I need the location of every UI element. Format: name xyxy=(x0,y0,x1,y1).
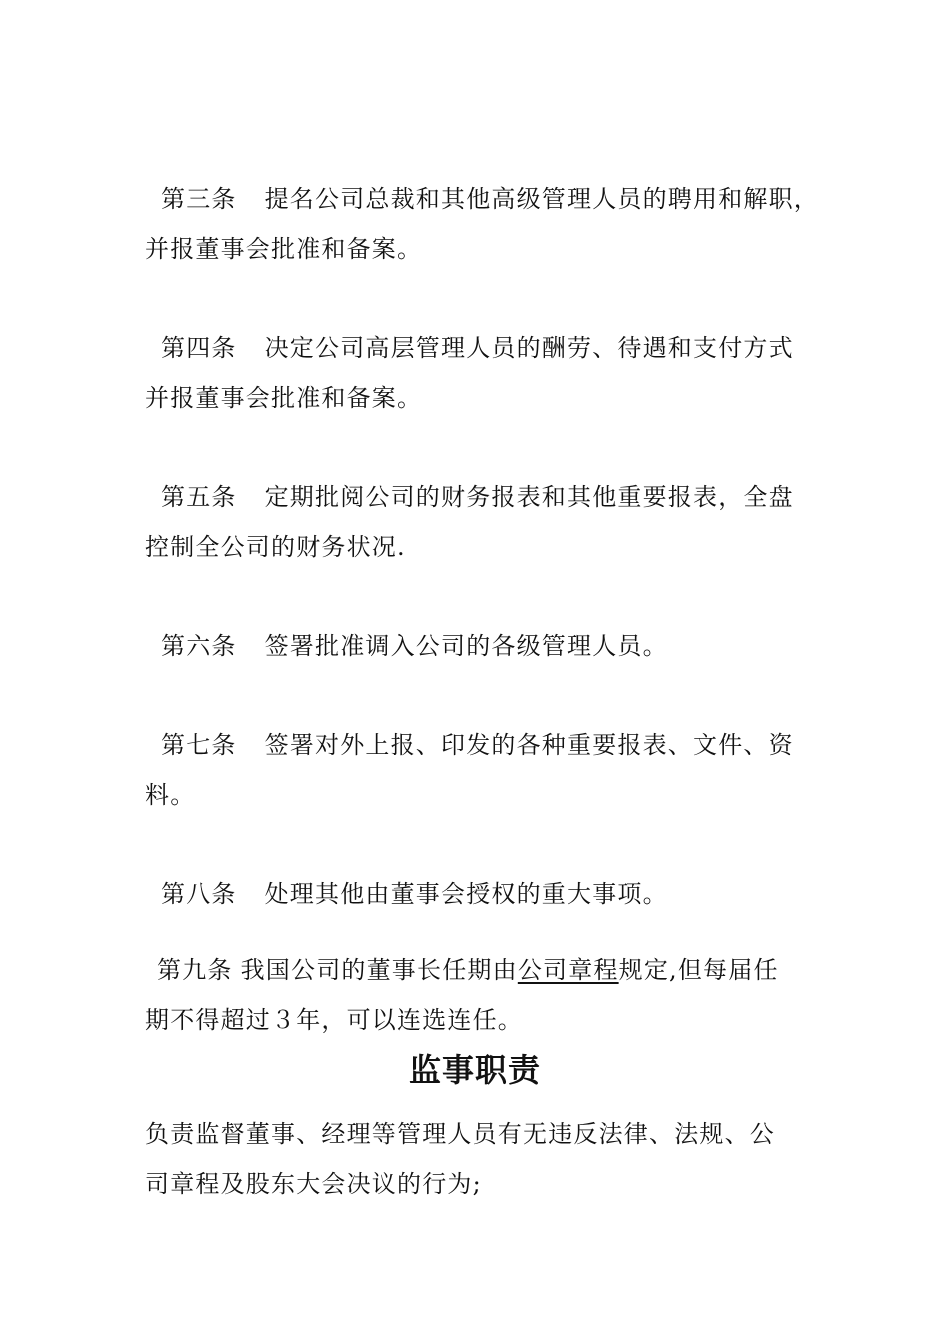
article-3 xyxy=(145,174,825,274)
article-text: 签署对外上报、印发的各种重要报表、文件、资 xyxy=(264,731,794,759)
article-text: 签署批准调入公司的各级管理人员。 xyxy=(264,632,668,660)
article-5 xyxy=(145,472,825,572)
article-number: 第八条 xyxy=(161,880,237,908)
article-text-cont: 期不得超过３年，可以连选连任。 xyxy=(145,1006,523,1034)
article-text: 决定公司高层管理人员的酬劳、待遇和支付方式 xyxy=(264,334,794,362)
article-text-post: 规定,但每届任 xyxy=(618,956,779,984)
article-text: 处理其他由董事会授权的重大事项。 xyxy=(264,880,668,908)
article-text-cont: 控制全公司的财务状况. xyxy=(145,533,406,561)
article-text-cont: 并报董事会批准和备案。 xyxy=(145,384,423,412)
article-number: 第四条 xyxy=(161,334,237,362)
duty-text: 负责监督董事、经理等管理人员有无违反法律、法规、公 xyxy=(145,1120,775,1148)
article-text-cont: 并报董事会批准和备案。 xyxy=(145,235,423,263)
article-number: 第六条 xyxy=(161,632,237,660)
article-text: 定期批阅公司的财务报表和其他重要报表，全盘 xyxy=(264,483,794,511)
article-6 xyxy=(145,621,825,671)
article-text: 提名公司总裁和其他高级管理人员的聘用和解职， xyxy=(264,185,820,213)
article-number: 第九条 xyxy=(157,956,233,984)
article-8 xyxy=(145,869,825,919)
article-text: 我国公司的董事长任期由 xyxy=(240,956,518,984)
section-heading: 监事职责 xyxy=(408,1051,541,1089)
article-number: 第五条 xyxy=(161,483,237,511)
article-text-cont: 料。 xyxy=(145,781,196,809)
article-number: 第七条 xyxy=(161,731,237,759)
article-number: 第三条 xyxy=(161,185,237,213)
duty-text-cont: 司章程及股东大会决议的行为; xyxy=(145,1170,482,1198)
supervisor-duties xyxy=(145,1109,825,1209)
article-9 xyxy=(145,945,825,1045)
company-charter-link[interactable]: 公司章程 xyxy=(517,956,619,984)
article-4 xyxy=(145,323,825,423)
article-7 xyxy=(145,720,825,820)
